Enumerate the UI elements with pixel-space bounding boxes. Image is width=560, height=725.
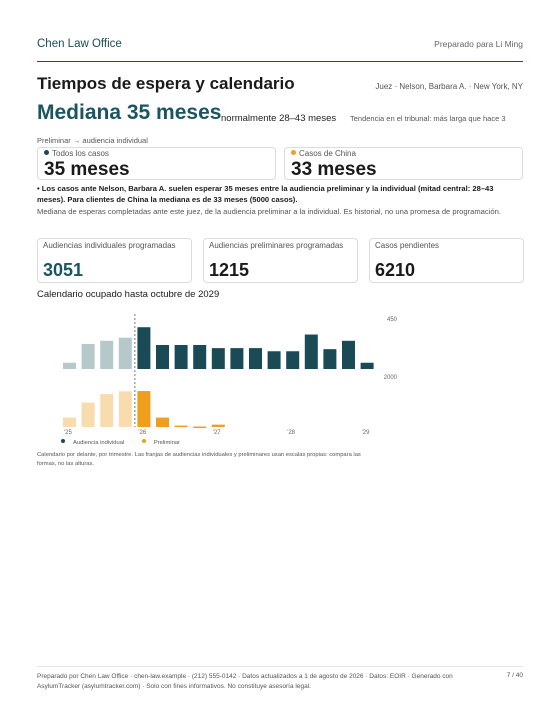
x-tick-label: '27 — [212, 430, 221, 435]
orange-dot-icon — [291, 150, 296, 155]
stat-pending-value: 6210 — [375, 260, 416, 280]
legend-orange-dot-icon — [142, 439, 146, 443]
summary-text: • Los casos ante Nelson, Barbara A. suelen esperar 35 meses entre la audiencia preliminar y la individual (mitad central: 28–43 meses). Para clientes de China la mediana es de 33 meses (5000 casos). — [37, 184, 494, 204]
individual-bar — [323, 349, 336, 369]
stat-preliminary-card — [203, 238, 358, 283]
median-headline: Mediana 35 meses — [37, 101, 222, 124]
individual-bar — [156, 345, 169, 369]
route-label: Preliminar → audiencia individual — [37, 136, 148, 145]
stat-individual-card — [37, 238, 192, 283]
judge-line: Juez · Nelson, Barbara A. · New York, NY — [375, 82, 523, 91]
preliminary-bar — [137, 391, 150, 427]
individual-bar — [249, 348, 262, 369]
individual-bar — [361, 363, 374, 369]
individual-bar — [305, 335, 318, 369]
stat-individual-label: Audiencias individuales programadas — [43, 241, 176, 250]
preliminary-bar — [156, 418, 169, 427]
all-cases-label: Todos los casos — [44, 149, 109, 158]
teal-dot-icon — [44, 150, 49, 155]
prepared-for: Preparado para Li Ming — [434, 39, 523, 49]
x-tick-label: '26 — [138, 430, 147, 435]
preliminary-bar — [100, 394, 113, 427]
individual-bar — [63, 363, 76, 369]
preliminary-bar — [82, 403, 95, 427]
page-header — [37, 37, 523, 62]
preliminary-bar — [119, 391, 132, 427]
page-footer — [37, 666, 523, 690]
individual-bar — [286, 351, 299, 369]
preliminary-bar — [193, 427, 206, 429]
individual-scale-label: 450 — [386, 317, 397, 323]
preliminary-bar — [175, 426, 188, 428]
calendar-chart — [37, 310, 407, 435]
all-cases-value: 35 meses — [44, 159, 130, 180]
report-page — [37, 0, 523, 725]
history-note: Mediana de esperas completadas ante este juez, de la audiencia preliminar a la individual. Es historial, no una promesa de programación. — [37, 207, 501, 216]
individual-bar — [175, 345, 188, 369]
legend-teal-dot-icon — [61, 439, 65, 443]
individual-bar — [230, 348, 243, 369]
preliminary-bar — [63, 418, 76, 427]
page-number: 7 / 40 — [506, 672, 523, 679]
individual-bar — [119, 338, 132, 369]
preliminary-bar — [212, 425, 225, 427]
page-title: Tiempos de espera y calendario — [37, 74, 295, 93]
individual-bar — [268, 351, 281, 369]
individual-bar — [193, 345, 206, 369]
x-tick-label: '28 — [287, 430, 296, 435]
typical-range: normalmente 28–43 meses — [221, 113, 337, 124]
stat-pending-card — [369, 238, 524, 283]
all-cases-card — [37, 147, 276, 180]
individual-bar — [212, 348, 225, 369]
legend-preliminary: Preliminar — [142, 440, 188, 446]
individual-bar — [137, 327, 150, 369]
individual-bar — [82, 344, 95, 369]
stat-individual-value: 3051 — [43, 260, 84, 280]
firm-name: Chen Law Office — [37, 38, 122, 50]
calendar-title: Calendario ocupado hasta octubre de 2029 — [37, 289, 220, 300]
legend-individual: Audiencia individual — [61, 440, 132, 446]
stat-pending-label: Casos pendientes — [375, 241, 440, 250]
china-cases-label: Casos de China — [291, 149, 356, 158]
x-tick-label: '25 — [64, 430, 72, 435]
preliminary-scale-label: 2000 — [383, 375, 397, 381]
court-trend: Tendencia en el tribunal: más larga que hace 3 — [350, 114, 506, 123]
individual-bar — [100, 341, 113, 369]
stat-preliminary-label: Audiencias preliminares programadas — [209, 241, 344, 250]
china-cases-card — [284, 147, 523, 180]
chart-legend — [61, 440, 196, 446]
stat-preliminary-value: 1215 — [209, 260, 250, 280]
x-tick-label: '29 — [361, 430, 370, 435]
china-cases-value: 33 meses — [291, 159, 377, 180]
individual-bar — [342, 341, 355, 369]
footer-text: Preparado por Chen Law Office · chen-law.example · (212) 555-0142 · Datos actualizados a 1 de agosto de 2026 · Datos: EOIR · Generado con AsylumTracker (asylumtracker.com) · Solo con fines informativos. No constituye asesoría legal. — [37, 673, 453, 690]
chart-caption: Calendario por delante, por trimestre. Las franjas de audiencias individuales y preliminares usan escalas propias: compara las formas, no las alturas. — [37, 452, 361, 467]
